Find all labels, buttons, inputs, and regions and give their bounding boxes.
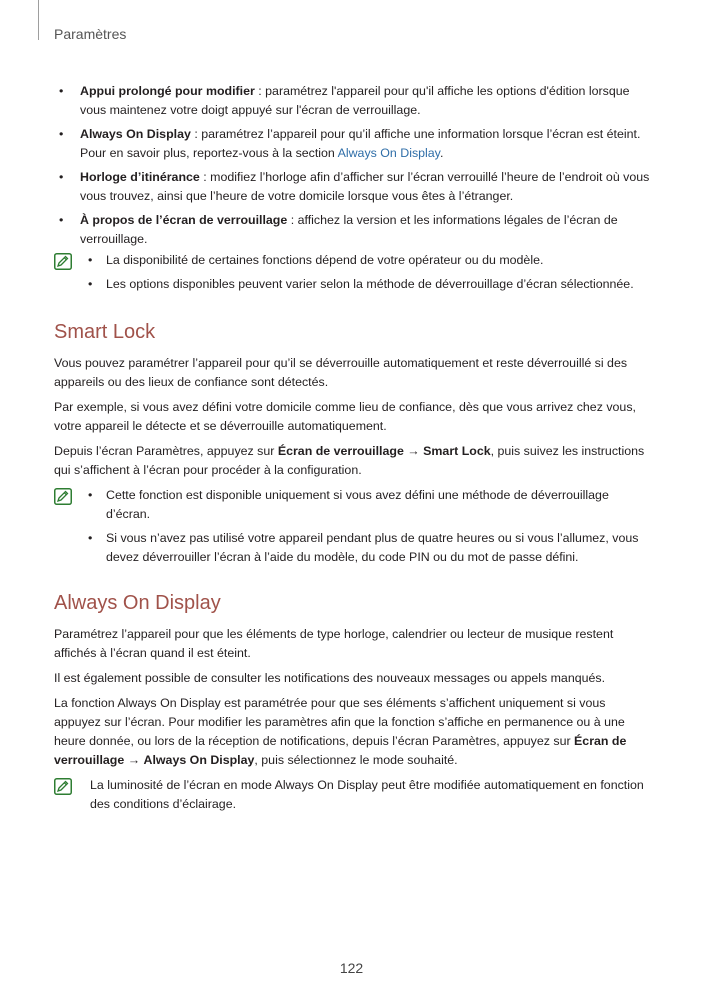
note-icon [54, 488, 72, 505]
section-heading-always-on-display: Always On Display [54, 592, 221, 614]
note-text: Si vous n’avez pas utilisé votre appareil pendant plus de quatre heures ou si vous l’allumez, vous devez déverrouiller l’écran à l’aide du modèle, du code PIN ou du mot de passe défini. [106, 531, 639, 564]
menu-path-lock-screen: Écran de verrouillage [54, 734, 627, 767]
page-content [54, 82, 654, 818]
bullet-dot: • [59, 127, 64, 141]
item-term: À propos de l’écran de verrouillage [80, 213, 288, 227]
page-number: 122 [339, 960, 364, 976]
bullet-dot: • [88, 277, 93, 291]
note-text: Cette fonction est disponible uniquement si vous avez défini une méthode de déverrouillage d’écran. [106, 488, 609, 521]
paragraph: Par exemple, si vous avez défini votre domicile comme lieu de confiance, dès que vous arrivez chez vous, votre appareil le détecte et se déverrouille automatiquement. [54, 400, 636, 433]
item-text: : paramétrez l'appareil pour qu'il affiche les options d'édition lorsque vous maintenez votre doigt appuyé sur l'écran de verrouillage. [80, 84, 630, 117]
note-icon [54, 253, 72, 270]
always-on-display-link[interactable]: Always On Display [337, 146, 440, 160]
note-item [88, 529, 654, 567]
item-text: : affichez la version et les informations légales de l’écran de verrouillage. [80, 213, 618, 246]
list-item [54, 168, 654, 206]
item-text: : paramétrez l’appareil pour qu’il affiche une information lorsque l’écran est éteint. Pour en savoir plus, reportez-vous à la section [80, 127, 641, 160]
paragraph-text: La fonction Always On Display est paramétrée pour que ses éléments s’affichent uniquement si vous appuyez sur l’écran. Pour modifier les paramètres afin que la fonction s’affiche en permanence ou à une heure donnée, ou lors de la réception de notifications, depuis l’écran Paramètres, appuyez sur [54, 696, 625, 748]
paragraph: Il est également possible de consulter les notifications des nouveaux messages ou appels manqués. [54, 671, 606, 685]
list-item [54, 211, 654, 249]
paragraph-text: Depuis l’écran Paramètres, appuyez sur [54, 444, 278, 458]
note-text: La luminosité de l’écran en mode Always On Display peut être modifiée automatiquement en fonction des conditions d’éclairage. [90, 778, 644, 811]
bullet-dot: • [88, 531, 93, 545]
paragraph [54, 442, 654, 480]
note-item [88, 251, 654, 270]
menu-path-always-on-display: Always On Display [143, 753, 255, 767]
note-block [54, 486, 654, 567]
bullet-dot: • [88, 488, 93, 502]
paragraph: Vous pouvez paramétrer l’appareil pour qu’il se déverrouille automatiquement et reste déverrouillé si des appareils ou des lieux de confiance sont détectés. [54, 356, 628, 389]
bullet-dot: • [88, 253, 93, 267]
item-term: Horloge d’itinérance [80, 170, 200, 184]
list-item [54, 82, 654, 120]
note-block [54, 776, 654, 814]
note-block [54, 251, 654, 294]
paragraph-text: , puis suivez les instructions qui s’affichent à l’écran pour procéder à la configuration. [54, 444, 645, 477]
bullet-dot: • [59, 170, 64, 184]
arrow-separator: → [403, 444, 424, 458]
item-term: Appui prolongé pour modifier [80, 84, 255, 98]
bullet-dot: • [59, 213, 64, 227]
item-text-end: . [439, 146, 444, 160]
note-text: La disponibilité de certaines fonctions dépend de votre opérateur ou du modèle. [106, 253, 544, 267]
header-rule [38, 0, 39, 40]
menu-path-lock-screen: Écran de verrouillage [277, 444, 404, 458]
page-header: Paramètres [54, 26, 127, 42]
list-item [54, 125, 654, 163]
section-heading-smart-lock: Smart Lock [54, 321, 156, 343]
item-text: : modifiez l’horloge afin d’afficher sur l’écran verrouillé l’heure de l’endroit où vous vous trouvez, ainsi que l’heure de votre domicile lorsque vous êtes à l’étranger. [80, 170, 650, 203]
bullet-dot: • [59, 84, 64, 98]
menu-path-smart-lock: Smart Lock [423, 444, 491, 458]
paragraph-text: , puis sélectionnez le mode souhaité. [254, 753, 458, 767]
note-item [88, 275, 654, 294]
note-icon [54, 778, 72, 795]
note-item [88, 486, 654, 524]
paragraph [54, 694, 654, 770]
note-text: Les options disponibles peuvent varier selon la méthode de déverrouillage d’écran sélectionnée. [106, 277, 634, 291]
arrow-separator: → [124, 753, 144, 767]
item-term: Always On Display [80, 127, 191, 141]
paragraph: Paramétrez l’appareil pour que les éléments de type horloge, calendrier ou lecteur de musique restent affichés à l’écran quand il est éteint. [54, 627, 614, 660]
